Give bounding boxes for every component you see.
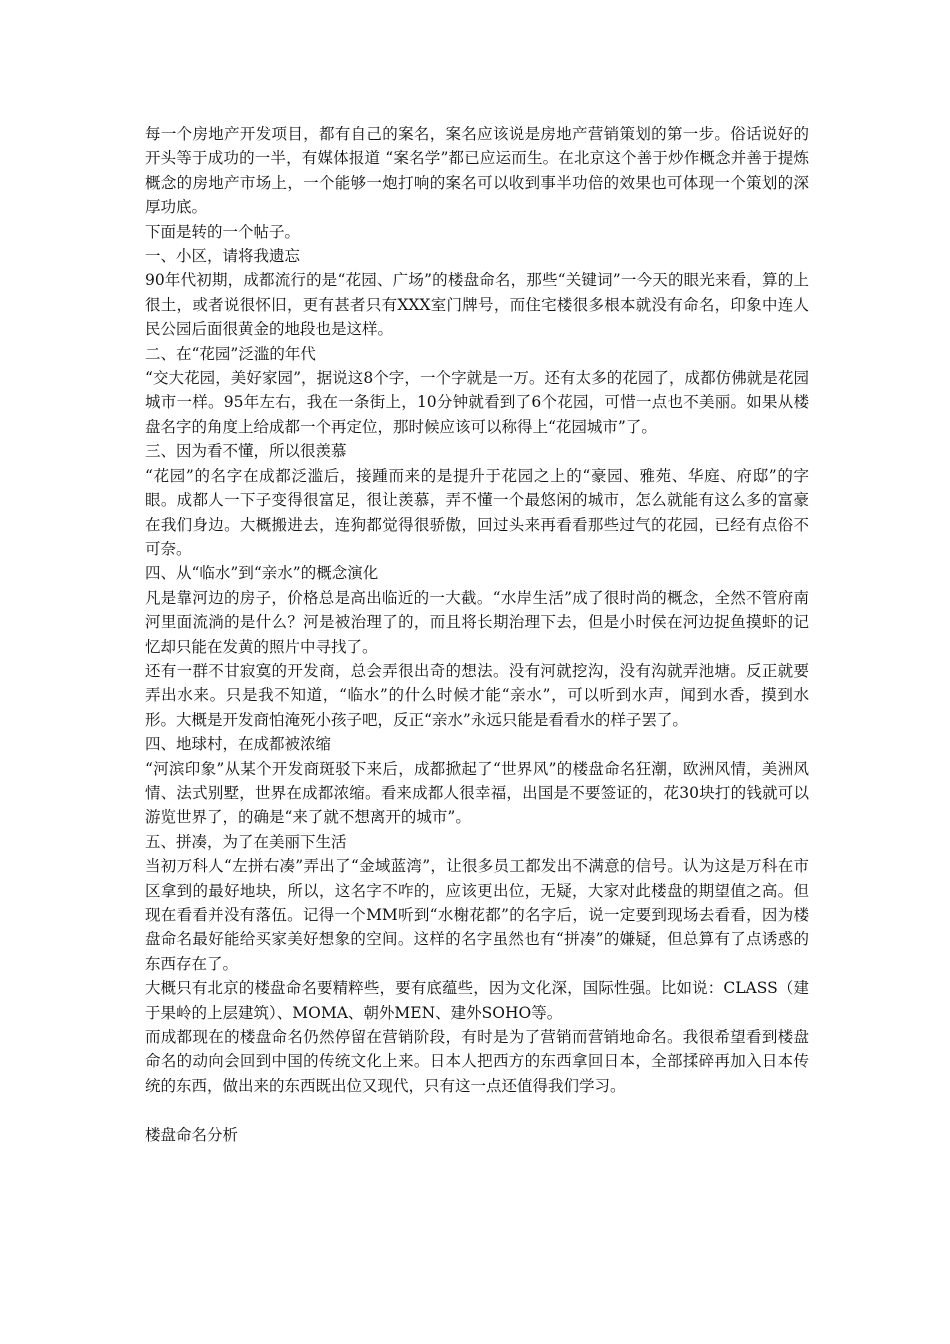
section-4-paragraph-1: 凡是靠河边的房子，价格总是高出临近的一大截。“水岸生活”成了很时尚的概念，全然不管府南河里面流淌的是什么？河是被治理了的，而且将长期治理下去，但是小时侯在河边捉鱼摸虾的记忆却只能在发黄的照片中寻找了。 bbox=[145, 588, 809, 656]
section-heading-3: 三、因为看不懂，所以很羡慕 bbox=[145, 442, 347, 461]
section-heading-4b: 四、地球村，在成都被浓缩 bbox=[145, 735, 332, 754]
section-5-paragraph-2: 大概只有北京的楼盘命名要精粹些，要有底蕴些，因为文化深，国际性强。比如说：CLASS（建于果岭的上层建筑）、MOMA、朝外MEN、建外SOHO等。 bbox=[145, 979, 809, 1022]
closing-title: 楼盘命名分析 bbox=[145, 1125, 239, 1144]
section-5-paragraph-1: 当初万科人“左拼右凑”弄出了“金域蓝湾”，让很多员工都发出不满意的信号。认为这是万科在市区拿到的最好地块，所以，这名字不咋的，应该更出位，无疑，大家对此楼盘的期望值之高。但现在看看并没有落伍。记得一个MM听到“水榭花都”的名字后，说一定要到现场去看看，因为楼盘命名最好能给买家美好想象的空间。这样的名字虽然也有“拼凑”的嫌疑，但总算有了点诱惑的东西存在了。 bbox=[145, 857, 809, 973]
blank-line bbox=[145, 1098, 809, 1122]
section-4b-paragraph: “河滨印象”从某个开发商斑驳下来后，成都掀起了“世界风”的楼盘命名狂潮，欧洲风情，美洲风情、法式别墅，世界在成都浓缩。看来成都人很幸福，出国是不要签证的，花30块打的钱就可以游览世界了，的确是“来了就不想离开的城市”。 bbox=[145, 759, 809, 827]
section-1-paragraph: 90年代初期，成都流行的是“花园、广场”的楼盘命名，那些“关键词”一今天的眼光来看，算的上很土，或者说很怀旧，更有甚者只有XXX室门牌号，而住宅楼很多根本就没有命名，印象中连人民公园后面很黄金的地段也是这样。 bbox=[145, 271, 809, 339]
section-heading-1: 一、小区，请将我遗忘 bbox=[145, 247, 301, 266]
repost-note: 下面是转的一个帖子。 bbox=[145, 222, 301, 241]
section-heading-5: 五、拼凑，为了在美丽下生活 bbox=[145, 832, 347, 851]
section-2-paragraph: “交大花园，美好家园”，据说这8个字，一个字就是一万。还有太多的花园了，成都仿佛就是花园城市一样。95年左右，我在一条街上，10分钟就看到了6个花园，可惜一点也不美丽。如果从楼盘名字的角度上给成都一个再定位，那时候应该可以称得上“花园城市”了。 bbox=[145, 369, 809, 436]
document-body bbox=[145, 122, 809, 1147]
section-heading-4: 四、从“临水”到“亲水”的概念演化 bbox=[145, 564, 379, 583]
section-heading-2: 二、在“花园”泛滥的年代 bbox=[145, 344, 316, 363]
section-3-paragraph: “花园”的名字在成都泛滥后，接踵而来的是提升于花园之上的“豪园、雅苑、华庭、府邸”的字眼。成都人一下子变得很富足，很让羡慕，弄不懂一个最悠闲的城市，怎么就能有这么多的富豪在我们身边。大概搬进去，连狗都觉得很骄傲，回过头来再看看那些过气的花园，已经有点俗不可奈。 bbox=[145, 466, 809, 558]
section-5-paragraph-3: 而成都现在的楼盘命名仍然停留在营销阶段，有时是为了营销而营销地命名。我很希望看到楼盘命名的动向会回到中国的传统文化上来。日本人把西方的东西拿回日本，全部揉碎再加入日本传统的东西，做出来的东西既出位又现代，只有这一点还值得我们学习。 bbox=[145, 1028, 809, 1095]
intro-paragraph: 每一个房地产开发项目，都有自己的案名，案名应该说是房地产营销策划的第一步。俗话说好的开头等于成功的一半，有媒体报道 “案名学”都已应运而生。在北京这个善于炒作概念并善于提炼概念的房地产市场上，一个能够一炮打响的案名可以收到事半功倍的效果也可体现一个策划的深厚功底。 bbox=[145, 125, 809, 217]
section-4-paragraph-2: 还有一群不甘寂寞的开发商，总会弄很出奇的想法。没有河就挖沟，没有沟就弄池塘。反正就要弄出水来。只是我不知道，“临水”的什么时候才能“亲水”，可以听到水声，闻到水香，摸到水形。大概是开发商怕淹死小孩子吧，反正“亲水”永远只能是看看水的样子罢了。 bbox=[145, 661, 809, 729]
